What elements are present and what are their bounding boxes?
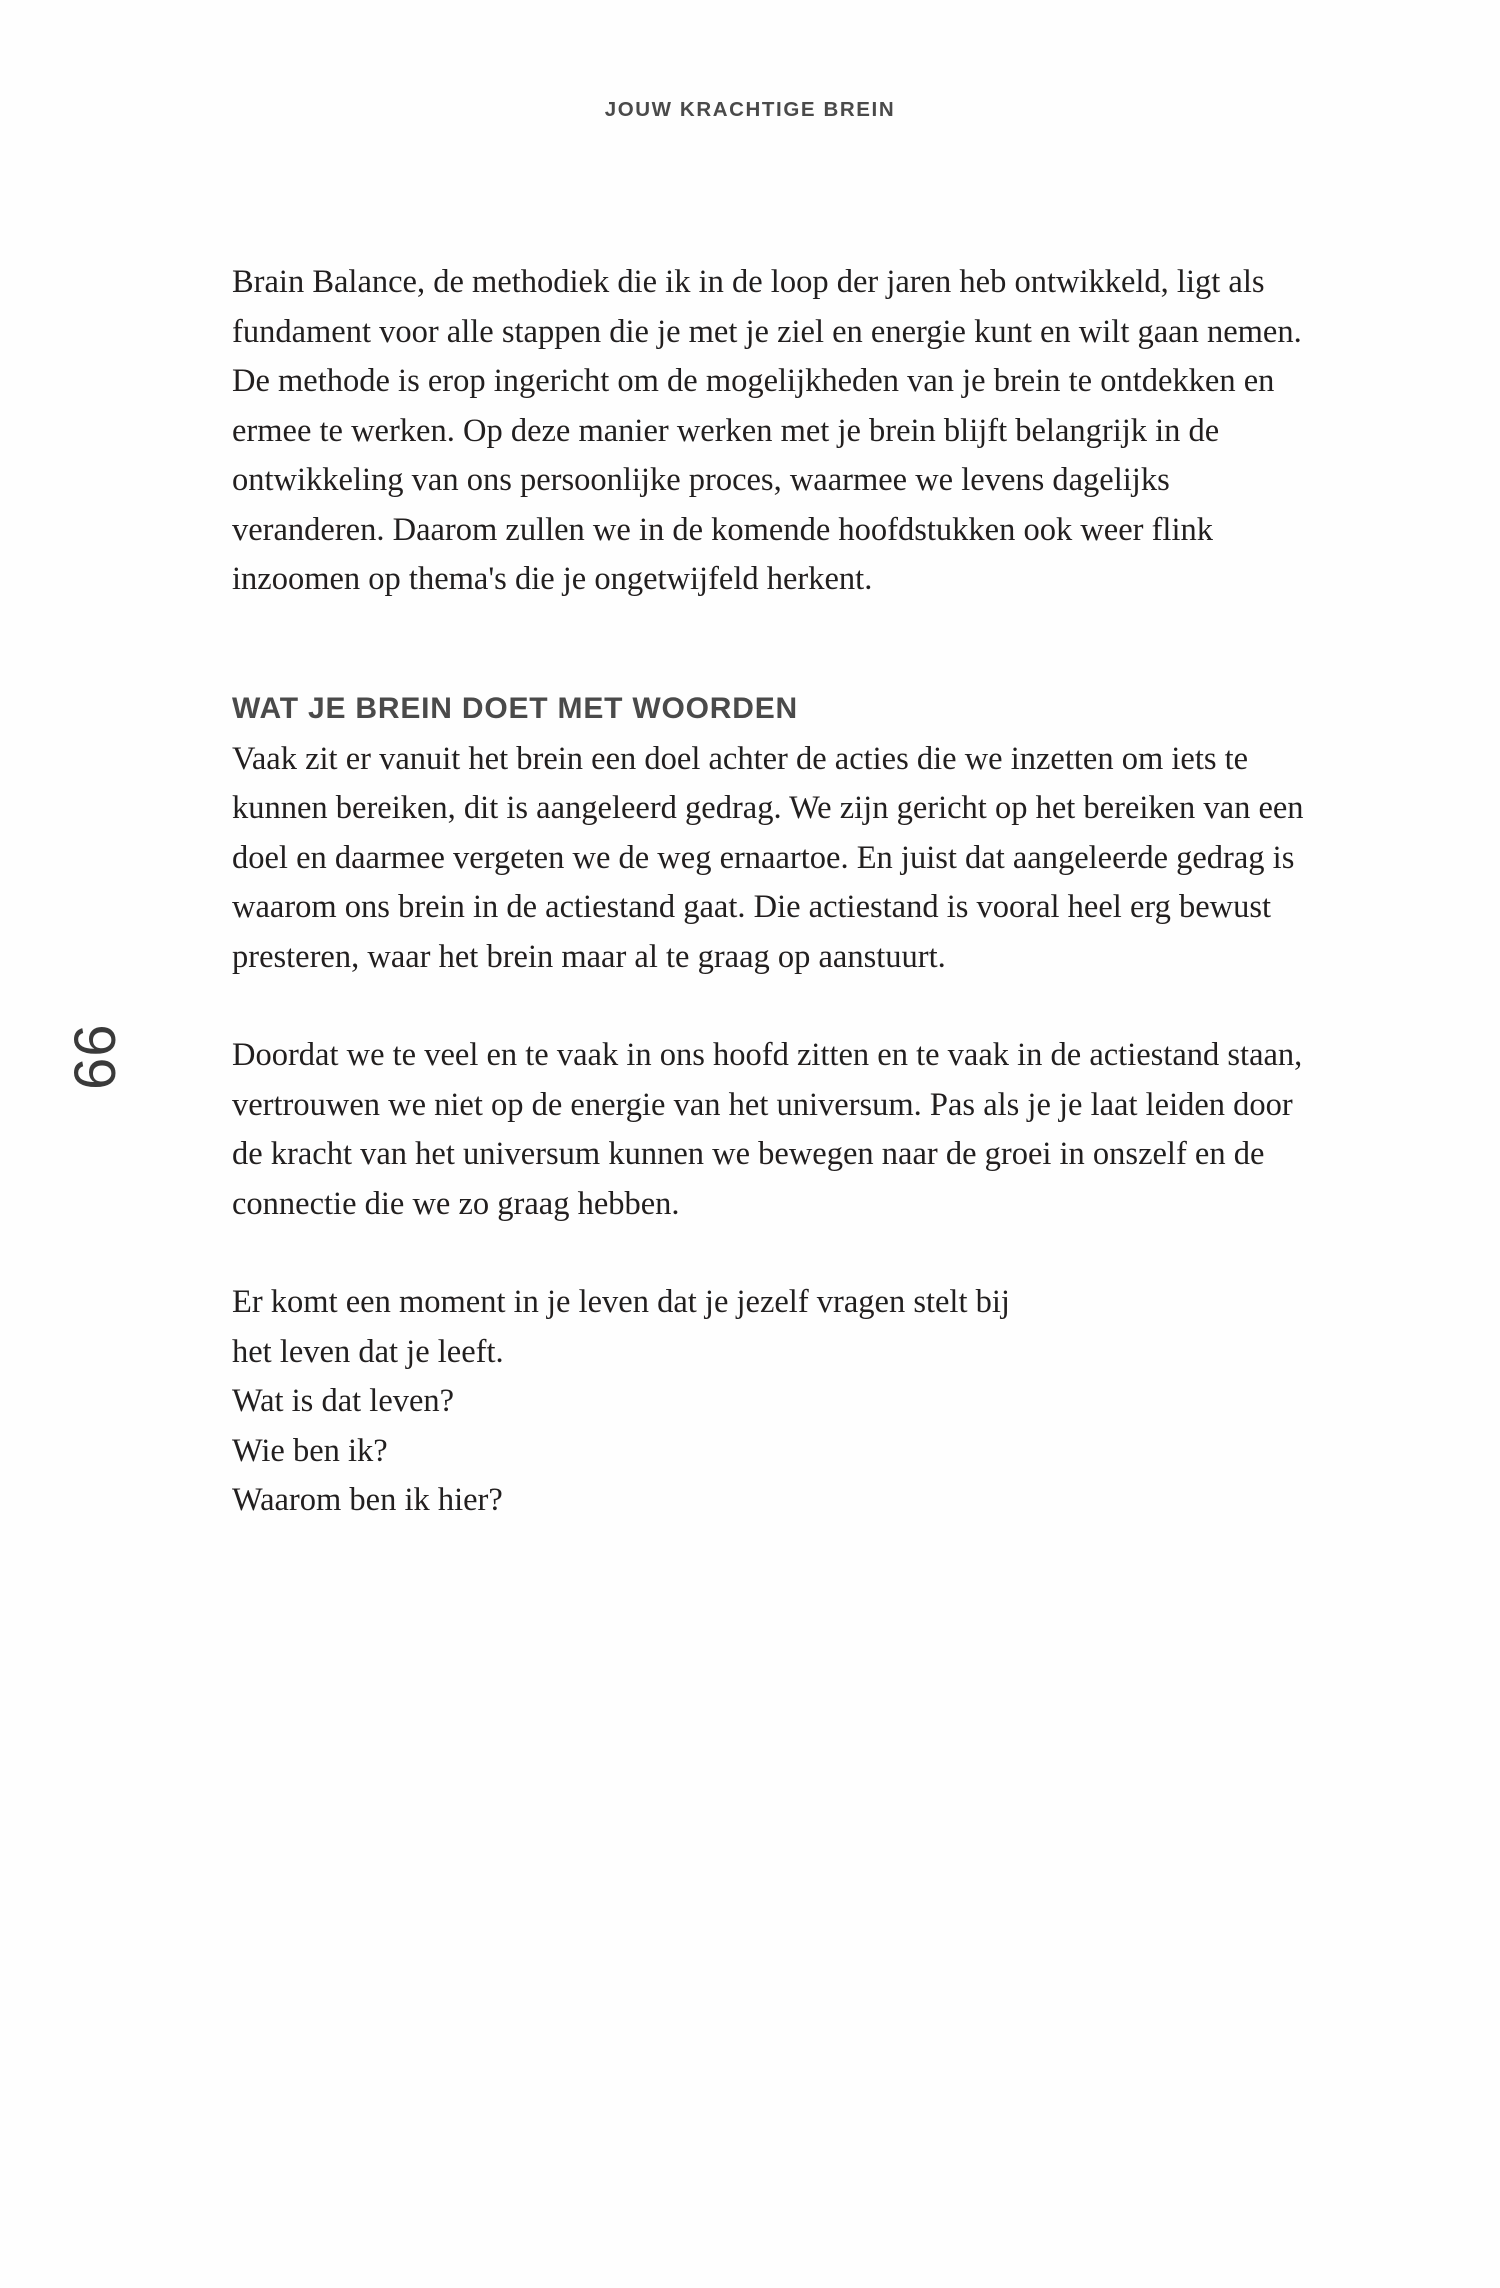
paragraph-intro: Brain Balance, de methodiek die ik in de loop der jaren heb ontwikkeld, ligt als fundament voor alle stappen die je met je ziel en energie kunt en wilt gaan nemen. De methode is erop ingericht om de mogelijkheden van je brein te ontdekken en ermee te werken. Op deze manier werken met je brein blijft belangrijk in de ontwikkeling van ons persoonlijke proces, waarmee we levens dagelijks veranderen. Daarom zullen we in de komende hoofdstukken ook weer flink inzoomen op thema's die je ongetwijfeld herkent. [232,264,1302,597]
spacer [232,982,1307,1031]
section-heading: WAT JE BREIN DOET MET WOORDEN [232,691,798,725]
spacer [232,605,1307,685]
text-column [232,258,1307,1526]
paragraph-vragen-line-4: Wie ben ik? [232,1432,388,1469]
paragraph-brein-woorden: Vaak zit er vanuit het brein een doel achter de acties die we inzetten om iets te kunnen bereiken, dit is aangeleerd gedrag. We zijn gericht op het bereiken van een doel en daarmee vergeten we de weg ernaartoe. En juist dat aangeleerde gedrag is waarom ons brein in de actiestand gaat. Die actiestand is vooral heel erg bewust presteren, waar het brein maar al te graag op aanstuurt. [232,740,1304,975]
page-number: 66 [63,1023,128,1090]
paragraph-vragen-line-2: het leven dat je leeft. [232,1333,504,1370]
paragraph-vragen-line-5: Waarom ben ik hier? [232,1482,503,1518]
paragraph-vragen [232,1278,1307,1526]
paragraph-actiestand: Doordat we te veel en te vaak in ons hoofd zitten en te vaak in de actiestand staan, vertrouwen we niet op de energie van het universum. Pas als je je laat leiden door de kracht van het universum kunnen we bewegen naar de groei in onszelf en de connectie die we zo graag hebben. [232,1037,1303,1222]
spacer [232,1229,1307,1278]
paragraph-vragen-line-3: Wat is dat leven? [232,1383,455,1419]
paragraph-vragen-line-1: Er komt een moment in je leven dat je jezelf vragen stelt bij [232,1284,1010,1320]
running-head: JOUW KRACHTIGE BREIN [604,98,896,121]
